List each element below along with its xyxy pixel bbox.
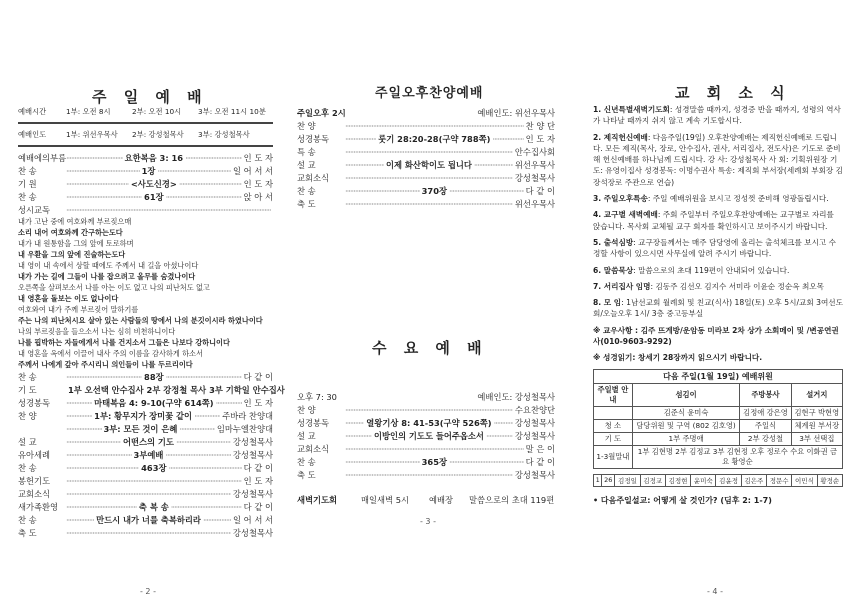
order-person: 안수집사회 — [514, 146, 555, 157]
dawn-prayer — [297, 493, 555, 506]
order-label: 축 도 — [18, 527, 37, 538]
responsive-reading — [18, 216, 273, 370]
schedule-cell: 1-3월말내 — [594, 445, 633, 468]
offering-cell: 이민식 — [792, 474, 817, 486]
dawn-time: 매일새벽 5시 — [361, 494, 409, 505]
order-person: 인 도 자 — [243, 397, 273, 408]
order-label: 기 원 — [18, 178, 37, 189]
order-person: 강성철목사 — [232, 488, 273, 499]
wednesday-row — [297, 442, 555, 455]
afternoon-row — [297, 171, 555, 184]
dawn-note: 말씀으로의 초대 119편 — [469, 494, 555, 505]
order-row — [18, 383, 285, 396]
leader-dots — [66, 424, 102, 434]
leader-dots — [345, 147, 513, 157]
wednesday-row — [297, 429, 555, 442]
order-row — [18, 500, 273, 513]
leader-dots — [66, 179, 129, 189]
reading-line: 소리 내어 여호와께 간구하는도다 — [18, 228, 123, 237]
schedule-row — [594, 406, 843, 419]
order-content: 이제 화산학이도 됩니다 — [385, 159, 472, 170]
offering-cell: 정문수 — [767, 474, 792, 486]
leader-dots — [66, 205, 271, 215]
time-1: 1부: 오전 8시 — [66, 106, 111, 116]
reading-line: 나의 부르짖음을 들으소서 나는 심히 비천하니이다 — [18, 327, 176, 336]
leader-dots — [345, 173, 513, 183]
leader-dots — [157, 166, 231, 176]
reading-line: 내 영혼을 옥에서 이끌어 내사 주의 이름을 감사하게 하소서 — [18, 349, 203, 358]
notice-text: : 성경말씀 때까지, 성경증 반을 때까지, 성령의 역사가 나타날 때까지 쉬지 않고 계속 기도합시다. — [593, 105, 841, 126]
leader-dots — [66, 398, 92, 408]
service-leaders — [18, 128, 273, 141]
leader-dots — [345, 121, 524, 131]
reading-line: 내 우환을 그의 앞에 진술하는도다 — [18, 250, 126, 259]
order-label: 축 도 — [297, 469, 316, 480]
order-person: 임마누엘찬양대 — [216, 423, 273, 434]
leader-dots — [66, 515, 94, 525]
order-person: 일 어 서 서 — [233, 514, 273, 525]
order-part-a — [18, 151, 273, 216]
notice-text: : 주회 주일부터 주일오후찬양예배는 교구별로 자리를 앉습니다. 목사회 교체될 교구 회자를 확인하시고 보이주시기 바랍니다. — [593, 210, 834, 231]
order-row — [18, 409, 273, 422]
order-person: 인 도 자 — [243, 475, 273, 486]
order-content: 3부: 모든 것이 은혜 — [103, 423, 178, 434]
order-label: 성경봉독 — [18, 397, 51, 408]
schedule-cell: 김정애 강은영 — [740, 406, 791, 419]
schedule-cell: 주일식 — [740, 419, 791, 432]
notice-item — [593, 265, 843, 276]
leader-dots — [449, 186, 524, 196]
leader-dots — [166, 372, 242, 382]
leader-dots — [494, 418, 513, 428]
order-label: 새가족환영 — [18, 501, 59, 512]
notice-text: : 김동주 김선오 김지수 서미라 이윤순 정순옥 최오목 — [650, 281, 824, 291]
leader-dots — [474, 160, 513, 170]
service-times-label: 예배시간 — [18, 106, 47, 116]
order-content: 만드시 내가 너를 축복하리라 — [96, 514, 201, 525]
order-label: 예배에의부름 — [18, 152, 67, 163]
reading-line: 주는 나의 피난처시요 살아 있는 사람들의 땅에서 나의 분깃이시라 하였나이다 — [18, 316, 263, 325]
order-person: 다 같 이 — [243, 501, 273, 512]
afternoon-row — [297, 184, 555, 197]
notice-heading: 7. 서리집사 임명 — [593, 281, 651, 291]
leader-dots — [171, 502, 242, 512]
leader-dots — [66, 153, 123, 163]
afternoon-row — [297, 132, 555, 145]
sunday-worship-column — [18, 105, 285, 539]
page-number-2: - 2 - — [140, 587, 156, 596]
order-person: 인 도 자 — [243, 178, 273, 189]
next-sermon: • 다음주일설교: 어떻게 살 것인가? (딤후 2: 1-7) — [593, 495, 772, 505]
order-content: 1부: 황무지가 장미꽃 같이 — [94, 410, 193, 421]
order-label: 특 송 — [297, 146, 316, 157]
notice-heading: 5. 출석심방 — [593, 237, 634, 247]
wednesday-row — [297, 455, 555, 468]
notice-text: : 교구장들께서는 매주 담당영에 올리는 출석체크를 보시고 수정할 사항이 있으시면 사무실에 알려 주시기 바랍니다. — [593, 237, 836, 259]
order-part-b — [18, 370, 285, 539]
notice-item — [593, 297, 843, 320]
order-label: 찬 양 — [297, 120, 316, 131]
order-label: 설 교 — [297, 159, 316, 170]
church-news-column — [593, 104, 843, 511]
leader-dots — [492, 134, 523, 144]
afternoon-worship-column — [297, 106, 555, 210]
notice-item — [593, 209, 843, 232]
order-content: 463장 — [141, 462, 167, 473]
order-label: 찬 송 — [18, 191, 37, 202]
order-label: 성경봉독 — [297, 133, 330, 144]
dawn-leader: 예배장 — [429, 494, 454, 505]
order-row — [18, 422, 273, 435]
notice-item — [593, 193, 843, 204]
order-content: <사도신경> — [130, 178, 177, 189]
order-content: 축 복 송 — [138, 501, 169, 512]
sunday-worship-title: 주 일 예 배 — [92, 88, 208, 106]
afternoon-row — [297, 158, 555, 171]
afternoon-worship-title: 주일오후찬양예배 — [375, 86, 484, 101]
order-content: 61장 — [144, 191, 164, 202]
offering-cell: 김은주 — [741, 474, 766, 486]
reading-line: 내가 가는 길에 그들이 나를 잡으려고 올무를 숨겼나이다 — [18, 272, 196, 281]
leader-dots — [176, 437, 231, 447]
order-label: 성시교독 — [18, 204, 51, 215]
order-label: 봉헌기도 — [18, 475, 51, 486]
schedule-cell: 2부 강성철 — [740, 432, 791, 445]
member-news: ※ 교우사항 : 김주 뜨게방/운암동 미라보 2차 상가 소회메이 및 /변공연권사(010-9603-9292) — [593, 325, 839, 347]
offering-cell: 26 — [602, 474, 615, 486]
order-person: 다 같 이 — [525, 456, 555, 467]
order-row — [18, 513, 273, 526]
reading-line: 오른쪽을 살펴보소서 나를 아는 이도 없고 나의 피난처도 없고 — [18, 283, 210, 292]
order-person: 주바라 찬양대 — [222, 410, 273, 421]
reading-line: 나를 핍박하는 자들에게서 나를 건지소서 그들은 나보다 강하니이다 — [18, 338, 230, 347]
order-row — [18, 370, 273, 383]
offering-cell: 김정일 — [615, 474, 640, 486]
wednesday-worship-column — [297, 390, 555, 506]
schedule-cell: 기 도 — [594, 432, 633, 445]
order-label: 찬 송 — [297, 185, 316, 196]
afternoon-order — [297, 119, 555, 210]
order-label: 찬 양 — [297, 404, 316, 415]
order-row — [18, 190, 273, 203]
afternoon-row — [297, 197, 555, 210]
afternoon-row — [297, 119, 555, 132]
leader-dots — [66, 166, 140, 176]
schedule-cell: 3부 선택집 — [791, 432, 842, 445]
leader-dots — [345, 160, 384, 170]
order-row — [18, 448, 273, 461]
order-person: 강성철목사 — [232, 449, 273, 460]
reading-line: 내가 고난 중에 여호와께 부르짖으매 — [18, 217, 132, 226]
order-row — [18, 435, 273, 448]
notice-heading: 6. 말씀묵상 — [593, 265, 634, 275]
notice-heading: 2. 제직헌신예배 — [593, 132, 648, 142]
schedule-head-cell: 설거지 — [791, 383, 842, 406]
leader-dots — [66, 450, 132, 460]
leader-dots — [345, 431, 372, 441]
leader-dots — [449, 457, 524, 467]
order-person: 다 같 이 — [243, 462, 273, 473]
order-person: 강성철목사 — [514, 469, 555, 480]
order-person: 강성철목사 — [232, 527, 273, 538]
order-person: 인 도 자 — [243, 152, 273, 163]
leader-dots — [203, 515, 231, 525]
order-row — [18, 474, 273, 487]
order-label: 찬 송 — [18, 462, 37, 473]
order-label: 교회소식 — [18, 488, 51, 499]
order-row — [18, 461, 273, 474]
schedule-head-cell: 섬김이 — [632, 383, 740, 406]
order-content: 요한복음 3: 16 — [124, 152, 184, 163]
order-row — [18, 203, 273, 216]
dawn-label: 새벽기도회 — [297, 494, 338, 505]
order-content: 370장 — [421, 185, 447, 196]
order-content: 룻기 28:20-28(구약 788쪽) — [378, 133, 491, 144]
notice-heading: 8. 모 임 — [593, 298, 622, 308]
reading-line: 내가 내 원통함을 그의 앞에 토로하며 — [18, 239, 134, 248]
time-2: 2부: 오전 10시 — [132, 106, 182, 116]
order-content: 어떤스의 기도 — [122, 436, 174, 447]
notice-item — [593, 132, 843, 188]
order-person: 강성철목사 — [514, 172, 555, 183]
order-person: 말 은 이 — [525, 443, 555, 454]
order-content: 1부 오선택 안수집사 2부 강정철 목사 3부 기학일 안수집사 — [68, 384, 285, 395]
order-person: 다 같 이 — [525, 185, 555, 196]
schedule-cell: 김현구 박현영 — [791, 406, 842, 419]
schedule-cell: 체계원 부서장 — [791, 419, 842, 432]
leader-dots — [345, 405, 513, 415]
offering-cell: 김정현 — [665, 474, 690, 486]
notice-text: : 1남선교회 월례회 및 친교(식사) 18일(토) 오후 5시/교회 3여선도회/오늘오후 1시/ 3층 중고등부실 — [593, 298, 843, 319]
offering-cell: 김정교 — [640, 474, 665, 486]
offering-cell: 윤미숙 — [691, 474, 716, 486]
wednesday-order — [297, 403, 555, 481]
order-content: 열왕기상 8: 41-53(구약 526쪽) — [366, 417, 492, 428]
time-3: 3부: 오전 11시 10분 — [198, 106, 266, 116]
order-label: 찬 송 — [18, 514, 37, 525]
wednesday-row — [297, 403, 555, 416]
notice-item — [593, 104, 843, 127]
order-person: 찬 양 단 — [525, 120, 555, 131]
order-content: 3부예배 — [133, 449, 164, 460]
schedule-cell: 청 소 — [594, 419, 633, 432]
order-person: 위선우목사 — [514, 159, 555, 170]
schedule-cell: 1부 김현명 2부 김정교 3부 김현정 오후 정로수 수요 이화권 금요 황영순 — [632, 445, 842, 468]
next-week-schedule — [593, 369, 843, 469]
order-label: 유아세례 — [18, 449, 51, 460]
order-row — [18, 151, 273, 164]
notice-heading: 3. 주일오후특송 — [593, 194, 648, 204]
reading-line: 내 영이 내 속에서 상할 때에도 주께서 내 길을 아셨나이다 — [18, 261, 199, 270]
church-news-title: 교 회 소 식 — [675, 84, 791, 102]
wednesday-time: 오후 7: 30 — [297, 391, 337, 402]
leader-dots — [194, 411, 220, 421]
order-label: 찬 송 — [18, 165, 37, 176]
leader-dots — [345, 134, 376, 144]
wednesday-worship-title: 수 요 예 배 — [372, 339, 488, 357]
leader-dots — [166, 192, 242, 202]
order-label: 찬 송 — [18, 371, 37, 382]
order-label: 찬 송 — [297, 456, 316, 467]
order-person: 앉 아 서 — [243, 191, 273, 202]
order-person: 강성철목사 — [232, 436, 273, 447]
schedule-cell: 담당위원 및 구역 (802 김호영) — [632, 419, 740, 432]
offering-row — [594, 474, 843, 486]
order-row — [18, 396, 273, 409]
reading-line: 여호와여 내가 주께 부르짖어 말하기를 — [18, 305, 139, 314]
leader-dots — [66, 192, 142, 202]
order-person: 강성철목사 — [514, 417, 555, 428]
afternoon-row — [297, 145, 555, 158]
leader-dots — [179, 179, 242, 189]
leader-dots — [169, 463, 242, 473]
order-content: 88장 — [144, 371, 164, 382]
order-row — [18, 487, 273, 500]
afternoon-leader: 예배인도: 위선우목사 — [477, 107, 555, 118]
notice-item — [593, 281, 843, 292]
afternoon-time: 주일오후 2시 — [297, 107, 346, 118]
afternoon-header — [297, 106, 555, 119]
service-times — [18, 105, 273, 118]
schedule-cell: 1부 주명애 — [632, 432, 740, 445]
wednesday-row — [297, 416, 555, 429]
schedule-head-cell: 주방봉사 — [740, 383, 791, 406]
order-person: 인 도 자 — [525, 133, 555, 144]
reading-line: 내 영혼을 돌보는 이도 없나이다 — [18, 294, 119, 303]
order-label: 교회소식 — [297, 172, 330, 183]
order-person: 다 같 이 — [243, 371, 273, 382]
wednesday-leader: 예배인도: 강성철목사 — [477, 391, 555, 402]
schedule-head-cell: 주일별 안내 — [594, 383, 633, 406]
order-row — [18, 164, 273, 177]
offering-table — [593, 474, 843, 487]
order-label: 축 도 — [297, 198, 316, 209]
schedule-row — [594, 432, 843, 445]
page-number-3: - 3 - — [420, 517, 436, 526]
notice-list — [593, 104, 843, 320]
order-content: 365장 — [421, 456, 447, 467]
order-person: 위선우목사 — [514, 198, 555, 209]
offering-cell: 1 — [594, 474, 602, 486]
order-row — [18, 177, 273, 190]
order-person: 일 어 서 서 — [233, 165, 273, 176]
order-label: 교회소식 — [297, 443, 330, 454]
schedule-cell: 김준식 윤미숙 — [632, 406, 740, 419]
leader-dots — [345, 186, 420, 196]
leader-dots — [66, 489, 231, 499]
leader-dots — [345, 418, 364, 428]
leader-dots — [185, 153, 242, 163]
bible-reading: ※ 성경읽기: 창세기 28장까지 읽으시기 바랍니다. — [593, 353, 763, 363]
schedule-row — [594, 419, 843, 432]
schedule-header — [594, 383, 843, 406]
leader-dots — [345, 457, 420, 467]
leader-dots — [66, 463, 139, 473]
order-content: 이방인의 기도도 들어주옵소서 — [373, 430, 484, 441]
reading-line: 주께서 나에게 갚아 주시리니 의인들이 나를 두르리이다 — [18, 360, 193, 369]
notice-heading: 4. 교구별 새벽예배 — [593, 210, 658, 220]
leader-dots — [486, 431, 513, 441]
leader-dots — [216, 398, 242, 408]
leader-dots — [345, 199, 513, 209]
leader-dots — [165, 450, 231, 460]
schedule-row — [594, 445, 843, 468]
order-label: 설 교 — [18, 436, 37, 447]
notice-text: : 다음주일(19일) 오후찬양예배는 제직헌신예배로 드립니다. 모든 제직(목사, 장로, 안수집사, 권사, 서리집사, 전도사)은 기도로 준비해 헌신예배를 하나님께 드립시다. 강 사: 강성철목사 사 회: 기획위원장 기도: 유영이집사 성경봉독: 이명수권사 특송: 제직회 부서장(세례회 부회장 김장석장로 주관으로 연습) — [593, 132, 844, 187]
schedule-title: 다음 주일(1월 19일) 예배위원 — [594, 369, 843, 383]
leader-3: 3부: 강성철목사 — [198, 129, 250, 139]
leader-dots — [66, 411, 92, 421]
order-person: 수요찬양단 — [514, 404, 555, 415]
notice-text: : 주일 예배위원을 보시고 정성껏 준비해 영광돌립시다. — [647, 194, 829, 204]
order-content: 마태복음 4: 9-10(구약 614쪽) — [94, 397, 214, 408]
offering-cell: 황정순 — [817, 474, 842, 486]
leader-dots — [179, 424, 215, 434]
schedule-cell — [594, 406, 633, 419]
wednesday-row — [297, 468, 555, 481]
notice-text: : 말씀으로의 초대 119편이 안내되어 있습니다. — [633, 265, 790, 275]
order-person: 강성철목사 — [514, 430, 555, 441]
leader-dots — [66, 437, 121, 447]
leader-1: 1부: 위선우목사 — [66, 129, 118, 139]
offering-cell: 김윤정 — [716, 474, 741, 486]
wednesday-header — [297, 390, 555, 403]
leader-dots — [66, 476, 242, 486]
leader-dots — [66, 502, 137, 512]
leader-2: 2부: 강성철목사 — [132, 129, 184, 139]
page-number-4: - 4 - — [707, 587, 723, 596]
leader-dots — [345, 470, 513, 480]
leader-dots — [345, 444, 524, 454]
notice-heading: 1. 신년특별새벽기도회 — [593, 105, 670, 114]
order-label: 기 도 — [18, 384, 37, 395]
leader-dots — [66, 528, 231, 538]
leader-dots — [66, 372, 142, 382]
notice-item — [593, 237, 843, 260]
order-content: 1장 — [141, 165, 156, 176]
service-leaders-label: 예배인도 — [18, 129, 47, 139]
order-label: 찬 양 — [18, 410, 37, 421]
order-row — [18, 526, 273, 539]
order-label: 성경봉독 — [297, 417, 330, 428]
order-label: 설 교 — [297, 430, 316, 441]
